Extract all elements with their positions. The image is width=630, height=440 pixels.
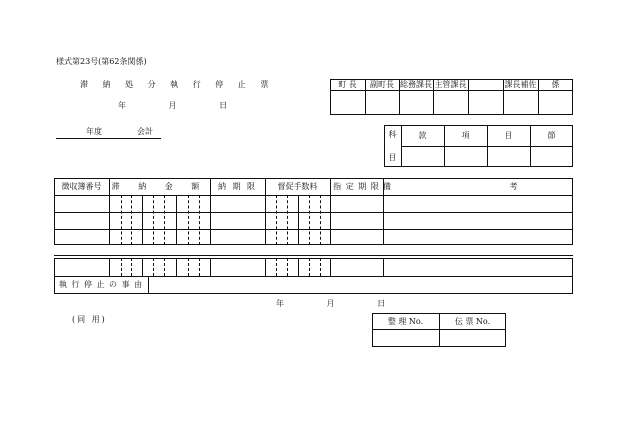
footer-denpyo-no: 伝 票 No.: [454, 317, 491, 326]
approval-header-1: 副町長: [370, 80, 394, 89]
budget-header-setsu: 節: [547, 131, 556, 140]
account-label: 会計: [137, 127, 153, 136]
same-note: (同 用): [72, 315, 107, 324]
reason-label: 執 行 停 止 の 事 由: [58, 280, 144, 289]
budget-header-moku: 目: [504, 131, 513, 140]
title-date: 年 月 日: [118, 101, 248, 110]
form-number: 様式第23号(第62条関係): [56, 57, 147, 66]
budget-header-kan: 款: [418, 131, 427, 140]
form-title: 滞 納 処 分 執 行 停 止 票: [80, 80, 275, 89]
col-header-due: 納 期 限: [217, 182, 258, 191]
fiscal-underline: [56, 138, 161, 139]
budget-header-kou: 項: [461, 131, 470, 140]
approval-header-6: 係: [551, 80, 560, 89]
approval-header-5: 課長補佐: [504, 80, 537, 89]
budget-side-top: 科: [388, 130, 397, 139]
fiscal-year-label: 年度: [86, 127, 102, 136]
col-header-fee: 督促手数料: [277, 182, 318, 191]
col-header-remarks: 備 考: [383, 182, 576, 191]
col-header-number: 徴収簿番号: [61, 182, 102, 191]
bottom-date: 年 月 日: [276, 299, 406, 308]
col-header-amount: 滞 納 金 額: [111, 182, 208, 191]
footer-seiri-no: 整 理 No.: [387, 317, 424, 326]
col-header-limit: 指 定 期 限: [333, 182, 380, 191]
approval-header-2: 総務課長: [400, 80, 432, 89]
budget-side-bottom: 目: [388, 153, 397, 162]
approval-header-0: 町 長: [338, 80, 357, 89]
approval-header-3: 主管課長: [434, 80, 467, 89]
